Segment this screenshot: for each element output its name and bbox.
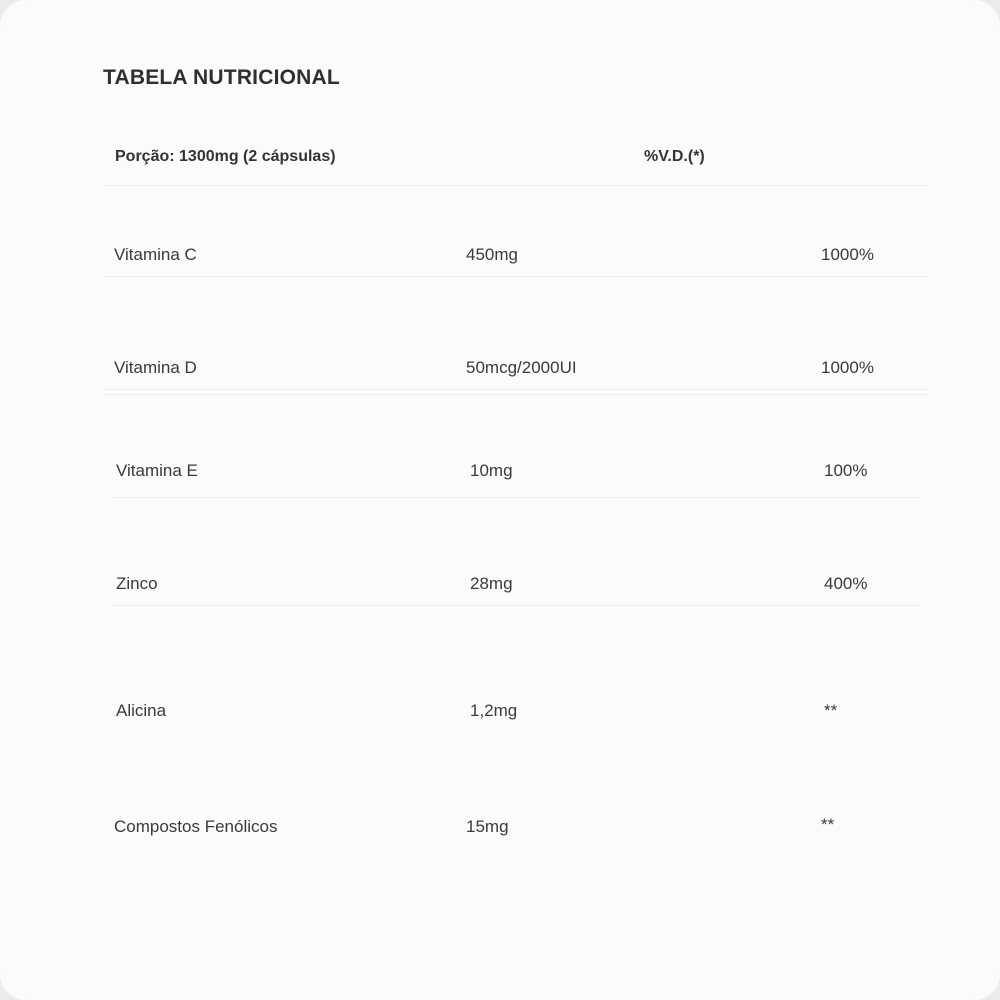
row-divider bbox=[104, 394, 928, 395]
nutrient-name: Vitamina C bbox=[114, 245, 197, 264]
nutrient-name: Vitamina D bbox=[114, 358, 197, 377]
nutrient-vd: 1000% bbox=[821, 245, 874, 264]
table-header bbox=[104, 145, 928, 186]
vd-header: %V.D.(*) bbox=[644, 148, 705, 165]
row-divider bbox=[112, 497, 920, 498]
nutrient-vd: ** bbox=[824, 701, 838, 720]
nutrient-amount: 1,2mg bbox=[470, 701, 518, 720]
nutrient-amount: 50mcg/2000UI bbox=[466, 358, 577, 377]
nutrient-vd: 1000% bbox=[821, 358, 874, 377]
page-title: TABELA NUTRICIONAL bbox=[103, 66, 340, 89]
nutrient-vd: ** bbox=[821, 815, 835, 834]
nutrient-vd: 400% bbox=[824, 574, 868, 593]
nutrient-amount: 450mg bbox=[466, 245, 518, 264]
row-divider bbox=[104, 389, 928, 390]
nutrient-name: Vitamina E bbox=[116, 461, 198, 480]
nutrient-amount: 28mg bbox=[470, 574, 513, 593]
row-divider bbox=[104, 276, 928, 277]
nutrient-name: Zinco bbox=[116, 574, 158, 593]
nutrient-name: Compostos Fenólicos bbox=[114, 817, 278, 836]
portion-header: Porção: 1300mg (2 cápsulas) bbox=[115, 148, 336, 165]
nutrient-name: Alicina bbox=[116, 701, 167, 720]
nutrient-amount: 10mg bbox=[470, 461, 513, 480]
nutrient-vd: 100% bbox=[824, 461, 868, 480]
row-divider bbox=[112, 605, 920, 606]
nutrient-amount: 15mg bbox=[466, 817, 509, 836]
